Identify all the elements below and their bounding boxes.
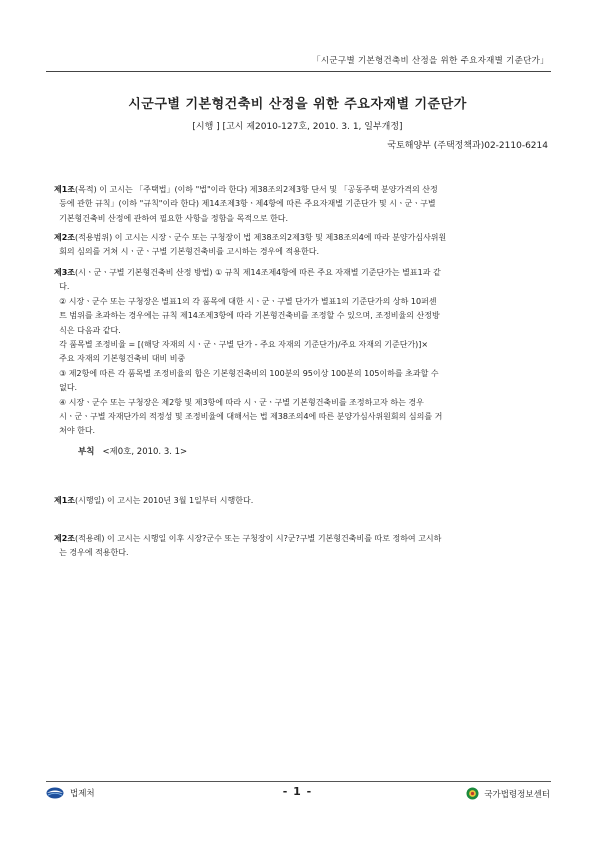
document-ministry: 국토해양부 (주택정책과)02-2110-6214 [387, 141, 548, 151]
addendum-title: 부칙 [78, 447, 95, 457]
article-3 [54, 266, 554, 439]
document-meta: [시행 ] [고시 제2010-127호, 2010. 3. 1, 일부개정] [192, 122, 403, 132]
national-law-center-seal-icon [466, 787, 479, 800]
addendum-article-1 [54, 494, 554, 508]
page-number: - 1 - [282, 785, 313, 798]
article-line: 는 경우에 적용한다. [54, 548, 129, 558]
article-line: 다. [54, 282, 70, 292]
addendum-article-2 [54, 532, 554, 561]
article-2 [54, 231, 554, 260]
addendum-subtitle: <제0호, 2010. 3. 1> [102, 447, 188, 457]
article-line: (적용범위) 이 고시는 시장ㆍ군수 또는 구청장이 법 제38조의2제3항 및 제38조의4에 따라 분양가심사위원 [75, 233, 447, 242]
footer-source [466, 787, 550, 800]
document-title: 시군구별 기본형건축비 산정을 위한 주요자재별 기준단가 [128, 97, 467, 112]
article-line: (적용례) 이 고시는 시행일 이후 시장?군수 또는 구청장이 시?군?구별 기본형건축비를 따로 정하여 고시하 [75, 534, 442, 543]
running-header: 「시군구별 기본형건축비 산정을 위한 주요자재별 기준단가」 [312, 56, 549, 66]
header-divider [46, 71, 551, 72]
article-line: 등에 관한 규칙」(이하 "규칙"이라 한다) 제14조제3항ㆍ제4항에 따른 주요자재별 기준단가 및 시ㆍ군ㆍ구별 [54, 199, 436, 209]
article-label: 제1조 [54, 185, 76, 194]
article-label: 제3조 [54, 268, 76, 277]
article-line: 없다. [54, 383, 78, 393]
article-line: 식은 다음과 같다. [54, 325, 121, 335]
article-line: (목적) 이 고시는 「주택법」(이하 "법"이라 한다) 제38조의2제3항 단서 및 「공동주택 분양가격의 산정 [75, 185, 438, 194]
article-line: ④ 시장ㆍ군수 또는 구청장은 제2항 및 제3항에 따라 시ㆍ군ㆍ구별 기본형건축비를 조정하고자 하는 경우 [54, 397, 424, 407]
article-line: 쳐야 한다. [54, 426, 96, 436]
footer-divider [46, 781, 551, 782]
article-line: 각 품목별 조정비율 = [(해당 자재의 시ㆍ군ㆍ구별 단가 - 주요 자재의 기준단가)/주요 자재의 기준단가)]× [54, 340, 429, 350]
article-1 [54, 183, 554, 226]
article-line: 시ㆍ군ㆍ구별 자재단가의 적정성 및 조정비율에 대해서는 법 제38조의4에 따른 분양가심사위원회의 심의를 거 [54, 412, 443, 422]
article-line: 기본형건축비 산정에 관하여 필요한 사항을 정함을 목적으로 한다. [54, 213, 289, 223]
article-line: (시행일) 이 고시는 2010년 3월 1일부터 시행한다. [75, 496, 254, 505]
article-line: 회의 심의를 거쳐 시ㆍ군ㆍ구별 기본형건축비를 고시하는 경우에 적용한다. [54, 247, 319, 257]
article-line: ③ 제2항에 따른 각 품목별 조정비율의 합은 기본형건축비의 100분의 95이상 100분의 105이하를 초과할 수 [54, 368, 439, 378]
article-label: 제2조 [54, 534, 76, 543]
article-line: 트 범위를 초과하는 경우에는 규칙 제14조제3항에 따라 기본형건축비를 조정할 수 있으며, 조정비율의 산정방 [54, 311, 440, 321]
article-line: 주요 자재의 기본형건축비 대비 비중 [54, 354, 186, 364]
footer-left-text: 법제처 [70, 789, 95, 799]
footer-right-text: 국가법령정보센터 [484, 789, 550, 800]
addendum-heading [78, 445, 187, 457]
article-line: ② 시장ㆍ군수 또는 구청장은 별표1의 각 품목에 대한 시ㆍ군ㆍ구별 단가가 별표1의 기준단가의 상하 10퍼센 [54, 296, 437, 306]
article-label: 제1조 [54, 496, 76, 505]
article-label: 제2조 [54, 233, 76, 242]
article-line: (시ㆍ군ㆍ구별 기본형건축비 산정 방법) ① 규칙 제14조제4항에 따른 주요 자재별 기준단가는 별표1과 같 [75, 268, 441, 277]
